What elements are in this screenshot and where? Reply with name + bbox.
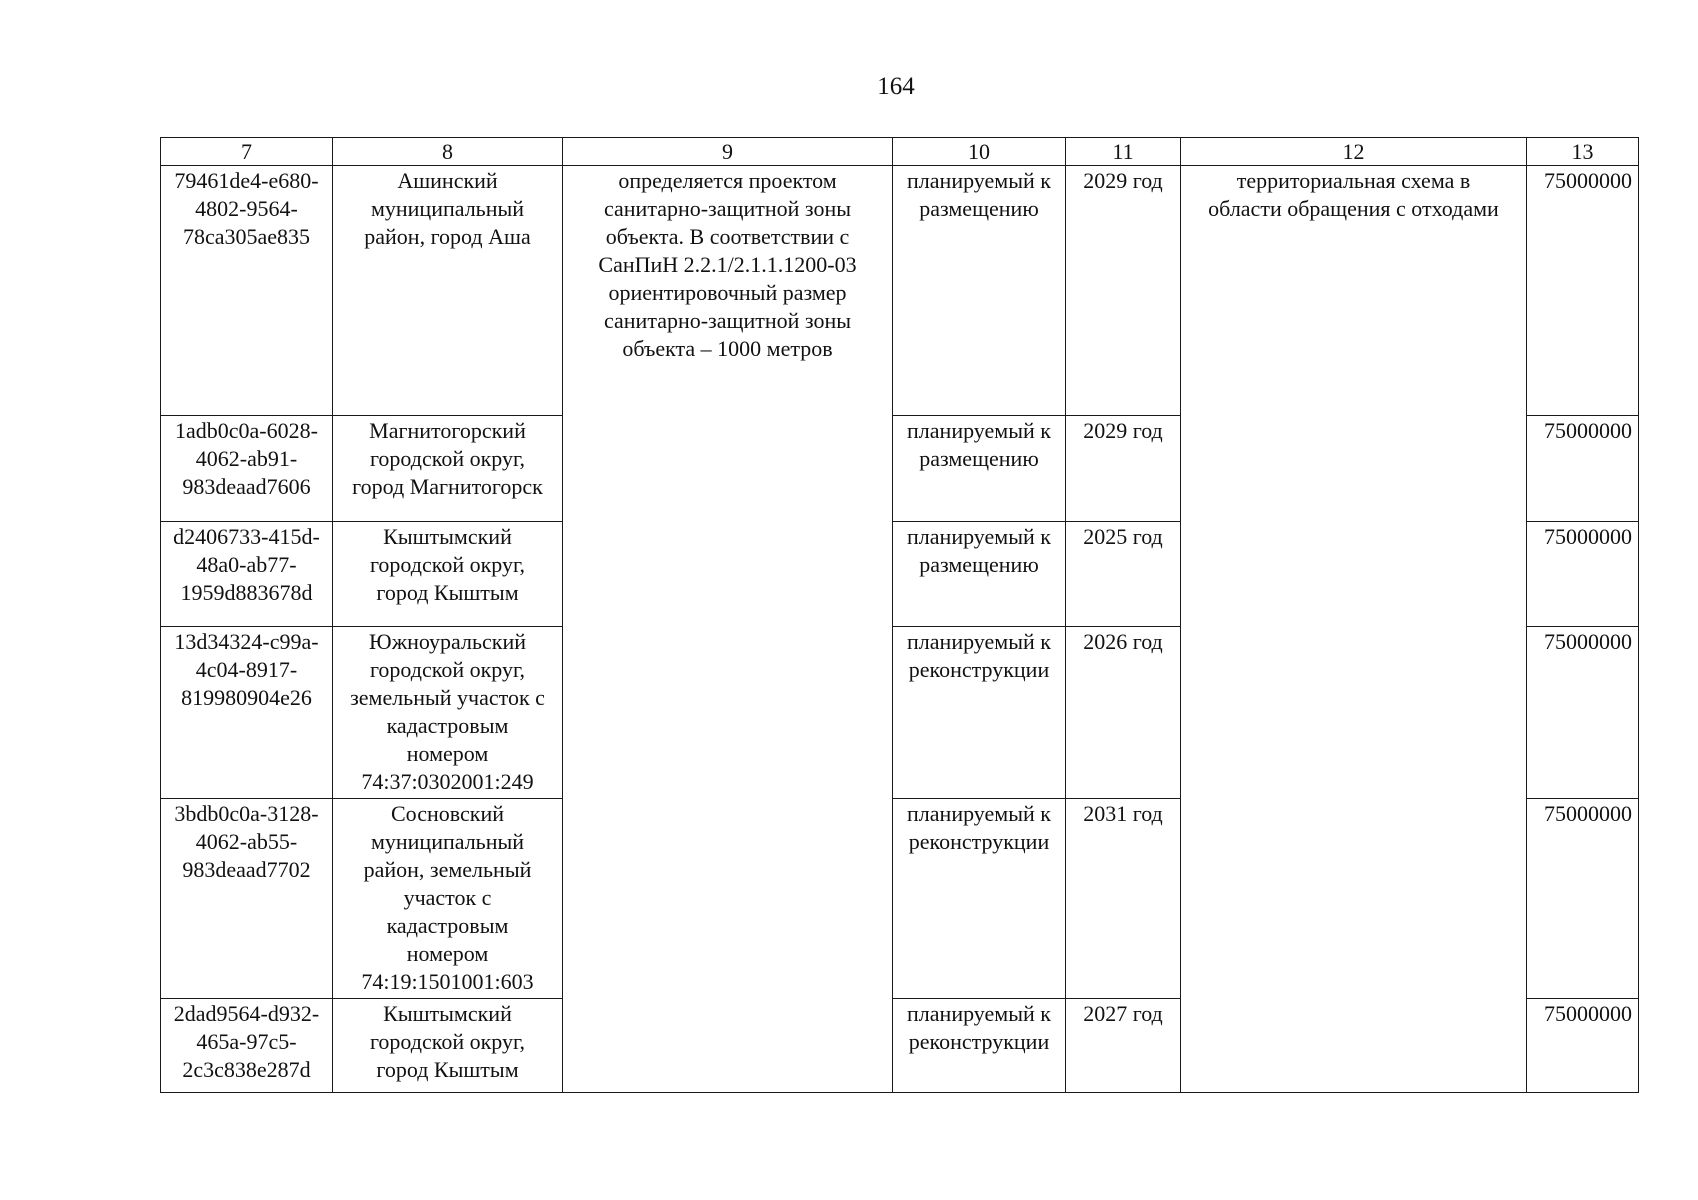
year-cell: 2025 год [1066, 522, 1181, 627]
object-id-cell: 3bdb0c0a-3128- 4062-ab55- 983deaad7702 [161, 799, 333, 999]
year-cell: 2027 год [1066, 999, 1181, 1093]
year-cell: 2029 год [1066, 416, 1181, 522]
object-id-cell: 1adb0c0a-6028- 4062-ab91- 983deaad7606 [161, 416, 333, 522]
location-cell: Ашинский муниципальный район, город Аша [333, 166, 563, 416]
header-cell: 9 [563, 138, 893, 166]
objects-table [160, 137, 1639, 1093]
value-cell: 75000000 [1527, 522, 1639, 627]
object-id-cell: 79461de4-e680- 4802-9564- 78ca305ae835 [161, 166, 333, 416]
status-cell: планируемый к реконструкции [893, 799, 1066, 999]
location-cell: Южноуральский городской округ, земельный участок с кадастровым номером 74:37:0302001:249 [333, 627, 563, 799]
header-cell: 11 [1066, 138, 1181, 166]
page-number: 164 [877, 73, 915, 100]
year-cell: 2026 год [1066, 627, 1181, 799]
status-cell: планируемый к размещению [893, 416, 1066, 522]
scheme-cell: территориальная схема в области обращения с отходами [1181, 166, 1527, 1093]
value-cell: 75000000 [1527, 627, 1639, 799]
year-cell: 2031 год [1066, 799, 1181, 999]
value-cell: 75000000 [1527, 166, 1639, 416]
header-cell: 13 [1527, 138, 1639, 166]
location-cell: Сосновский муниципальный район, земельный участок с кадастровым номером 74:19:1501001:603 [333, 799, 563, 999]
sanitary-zone-cell: определяется проектом санитарно-защитной зоны объекта. В соответствии с СанПиН 2.2.1/2.1.1.1200-03 ориентировочный размер санитарно-защитной зоны объекта – 1000 метров [563, 166, 893, 1093]
object-id-cell: 2dad9564-d932- 465a-97c5- 2c3c838e287d [161, 999, 333, 1093]
header-row [161, 138, 1639, 166]
status-cell: планируемый к реконструкции [893, 999, 1066, 1093]
value-cell: 75000000 [1527, 799, 1639, 999]
object-id-cell: 13d34324-c99a- 4c04-8917- 819980904e26 [161, 627, 333, 799]
header-cell: 7 [161, 138, 333, 166]
location-cell: Кыштымский городской округ, город Кыштым [333, 522, 563, 627]
object-id-cell: d2406733-415d- 48a0-ab77- 1959d883678d [161, 522, 333, 627]
value-cell: 75000000 [1527, 999, 1639, 1093]
table-row [161, 166, 1639, 416]
status-cell: планируемый к размещению [893, 166, 1066, 416]
year-cell: 2029 год [1066, 166, 1181, 416]
header-cell: 12 [1181, 138, 1527, 166]
header-cell: 8 [333, 138, 563, 166]
location-cell: Магнитогорский городской округ, город Магнитогорск [333, 416, 563, 522]
status-cell: планируемый к размещению [893, 522, 1066, 627]
location-cell: Кыштымский городской округ, город Кыштым [333, 999, 563, 1093]
status-cell: планируемый к реконструкции [893, 627, 1066, 799]
header-cell: 10 [893, 138, 1066, 166]
value-cell: 75000000 [1527, 416, 1639, 522]
